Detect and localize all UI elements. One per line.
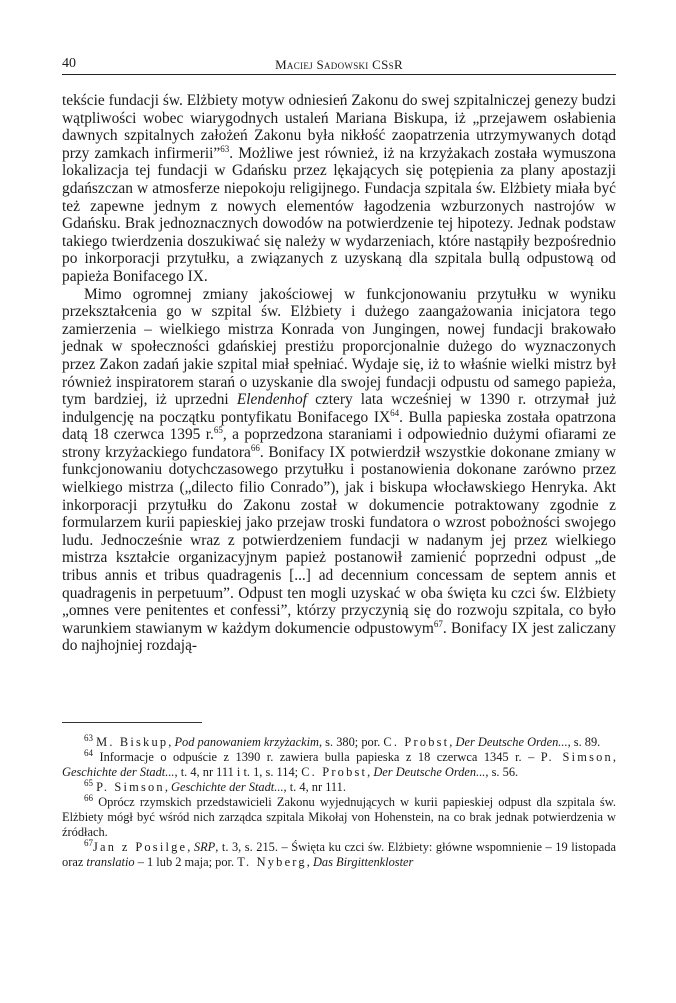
- text-run: , t. 4, nr 111.: [283, 780, 346, 794]
- text-run: Informacje o odpuście z 1390 r. zawiera bulla papieska z 18 czerwca 1345 r. –: [93, 750, 541, 764]
- author-name: Jan z Posilge: [93, 840, 188, 854]
- footnote-66: [62, 792, 616, 840]
- running-title: Maciej Sadowski CSsR: [275, 57, 403, 72]
- work-title: Pod panowaniem krzyżackim: [174, 735, 319, 749]
- italic-term: Elendenhof: [236, 391, 307, 409]
- text-run: – 1 lub 2 maja; por.: [134, 855, 238, 869]
- text-run: . Możliwe jest również, iż na krzyżakach została wymuszona lokalizacja tej fundacji w Gdańsku przez lękających się potępienia za plany apostazji gdańszczan w atmosferze niepokoju religijnego. Fundacja szpitala św. Elżbiety miała być też zapewne jednym z nowych elementów łagodzenia wzburzonych nastrojów w Gdańsku. Brak jednoznacznych dowodów na potwierdzenie tej hipotezy. Jednak podstaw takiego twierdzenia doszukiwać się należy w wydarzeniach, które nastąpiły bezpośrednio po inkorporacji przytułku, a związanych z uzyskaną dla szpitala bullą odpustową od papieża Bonifacego IX.: [62, 144, 616, 285]
- text-run: tekście fundacji św. Elżbiety motyw odniesień Zakonu do swej szpitalniczej genezy budzi wątpliwości wobec wiarygodnych ustaleń Mariana Biskupa, iż „przejawem osłabienia dawnych szpitalnych założeń Zakonu była nikłość zaopatrzenia utrzymywanych dotąd przy zamkach infirmerii”: [62, 92, 616, 162]
- text-run: , s. 380; por.: [318, 735, 384, 749]
- text-run: ,: [187, 840, 194, 854]
- footnote-ref: 63: [220, 143, 230, 154]
- text-run: ,: [367, 765, 374, 779]
- text-run: , s. 89.: [567, 735, 601, 749]
- page-number: 40: [62, 56, 76, 71]
- text-run: , t. 3, s. 215. – Święta ku czci św. Elżbiety: główne wspomnienie – 19 listopada oraz: [62, 840, 616, 869]
- footnote-number: 63: [84, 732, 93, 743]
- text-run: cztery lata wcześniej w 1390 r. otrzymał już indulgencję na początku pontyfikatu Bonifacego IX: [62, 391, 616, 426]
- footnote-ref: 64: [390, 407, 400, 418]
- text-run: , a poprzedzona staraniami i odpowiednio dużymi ofiarami ze strony krzyżackiego fundatora: [62, 426, 616, 461]
- footnotes: [62, 732, 616, 870]
- work-title: Geschichte der Stadt...: [62, 765, 175, 779]
- work-title: Geschichte der Stadt...: [171, 780, 284, 794]
- footnote-number: 66: [84, 792, 93, 803]
- text-run: . Bulla papieska została opatrzona datą 18 czerwca 1395 r.: [62, 408, 616, 444]
- text-run: ,: [449, 735, 456, 749]
- work-title: translatio: [86, 855, 135, 869]
- text-run: ,: [306, 855, 313, 869]
- paragraph-1: [62, 92, 616, 286]
- author-name: P. Simson: [540, 750, 613, 764]
- author-name: M. Biskup: [96, 735, 169, 749]
- text-run: ,: [164, 780, 172, 794]
- paragraph-2: [62, 286, 616, 655]
- text-run: . Bonifacy IX jest zaliczany do najhojniej rozdają-: [62, 619, 616, 655]
- text-run: , t. 4, nr 111 i t. 1, s. 114;: [174, 765, 302, 779]
- footnote-number: 65: [84, 777, 93, 788]
- work-title: Das Birgittenkloster: [312, 855, 414, 869]
- footnote-number: 67: [84, 837, 93, 848]
- text-run: Oprócz rzymskich przedstawicieli Zakonu wyjednujących w kurii papieskiej odpust dla szpitala św. Elżbiety mógł być wśród nich zarządca szpitala Mikołaj von Hohenstein, na co brak jednak potwierdzenia w źródłach.: [62, 795, 616, 839]
- footnote-separator: [62, 722, 202, 723]
- author-name: C. Probst: [301, 765, 368, 779]
- footnote-65: [62, 777, 616, 795]
- text-run: . Bonifacy IX potwierdził wszystkie dokonane zmiany w funkcjonowaniu dotychczasowego przytułku i postanowienia dokonane zarówno przez wielkiego mistrza („dilecto filio Conrado”), jak i biskupa włocławskiego Henryka. Akt inkorporacji przytułku do Zakonu został w dokumencie potraktowany zgodnie z formularzem kurii papieskiej jako przejaw troski fundatora o wzrost pobożności swojego ludu. Jednocześnie wraz z potwierdzeniem fundacji w nadanym jej przez wielkiego mistrza kształcie organizacyjnym papież postanowił zamienić poprzedni odpust „de tribus annis et tribus quadragenis [...] ad decennium concessam de septem annis et quadragenis in perpetuum”. Odpust ten mogli uzyskać w oba święta ku czci św. Elżbiety „omnes vere penitentes et confessi”, którzy przyczynią się do rozwoju szpitala, co było warunkiem stawianym w każdym dokumencie odpustowym: [62, 443, 616, 637]
- footnote-64: [62, 747, 616, 780]
- text-run: Mimo ogromnej zmiany jakościowej w funkcjonowaniu przytułku w wyniku przekształcenia go w szpital św. Elżbiety i dużego zaangażowania inicjatora tego zamierzenia – wielkiego mistrza Konrada von Jungingen, nowej fundacji brakowało jednak w społeczności gdańskiej prestiżu proporcjonalnie dużego do wyznaczonych przez Zakon zadań jakie szpital miał spełniać. Wydaje się, iż to właśnie wielki mistrz był również inspiratorem starań o uzyskanie dla swojej fundacji odpustu od samego papieża, tym bardziej, iż uprzedni: [62, 285, 616, 409]
- author-name: T. Nyberg: [237, 855, 307, 869]
- running-header: [62, 56, 616, 75]
- text-run: , s. 56.: [485, 765, 519, 779]
- footnote-63: [62, 732, 616, 750]
- work-title: Der Deutsche Orden...: [455, 735, 568, 749]
- footnote-ref: 66: [250, 442, 260, 453]
- main-text: [62, 92, 616, 655]
- work-title: SRP: [193, 840, 216, 854]
- footnote-number: 64: [84, 747, 93, 758]
- author-name: C. Probst: [383, 735, 450, 749]
- footnote-67: [62, 837, 616, 870]
- text-run: ,: [168, 735, 175, 749]
- author-name: P. Simson: [96, 780, 165, 794]
- footnote-ref: 67: [433, 618, 443, 629]
- footnote-ref: 65: [213, 425, 223, 436]
- work-title: Der Deutsche Orden...: [373, 765, 486, 779]
- text-run: ,: [612, 750, 616, 764]
